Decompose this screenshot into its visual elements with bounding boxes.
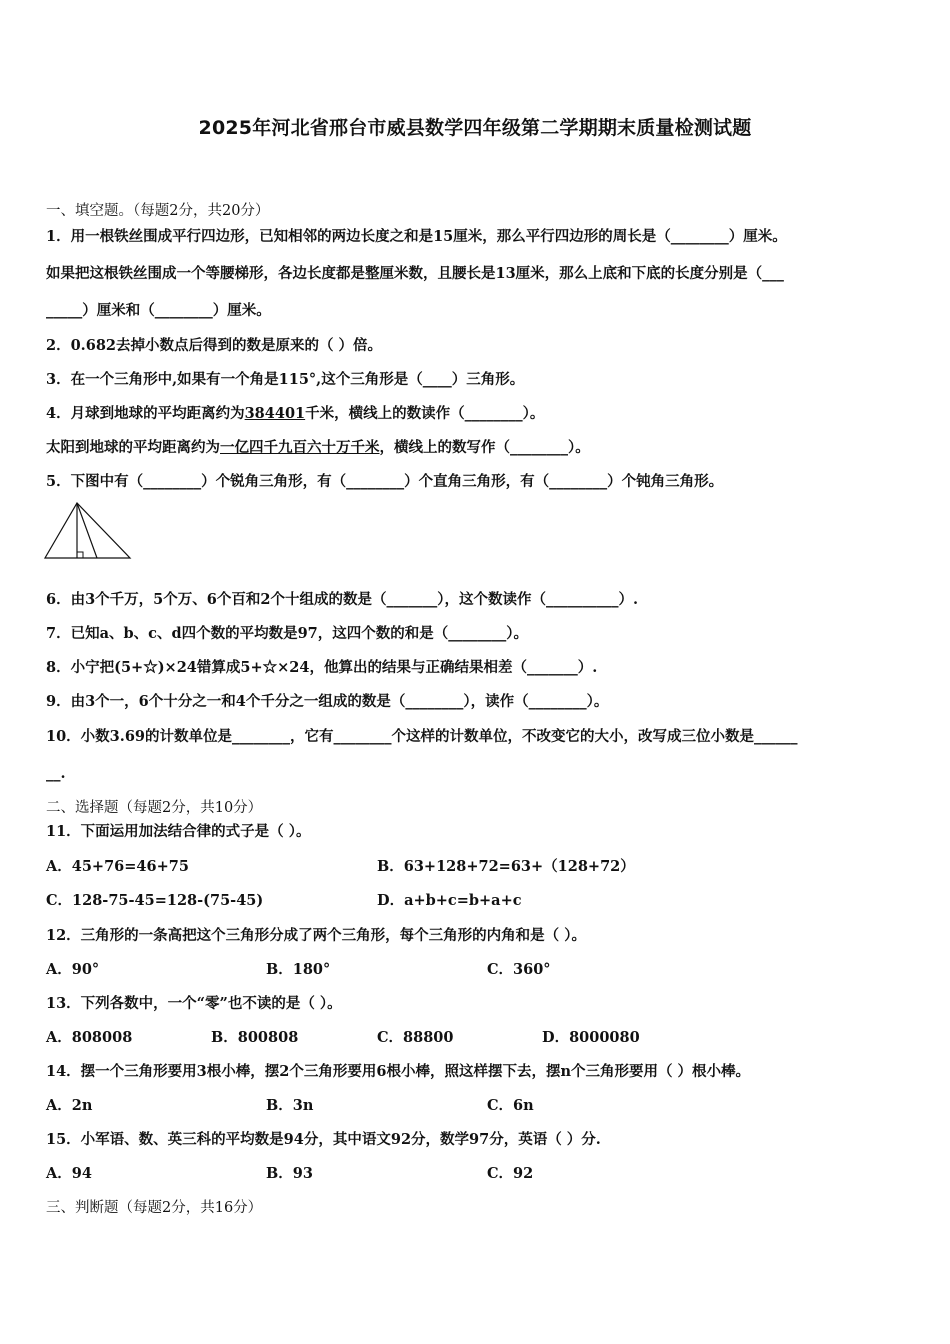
question-9: 9．由3个一，6个十分之一和4个千分之一组成的数是（________），读作（________）。 bbox=[46, 693, 609, 710]
inner-segment bbox=[77, 503, 97, 558]
question-7: 7．已知a、b、c、d四个数的平均数是97，这四个数的和是（________）。 bbox=[46, 625, 529, 642]
q11-option-b: B．63+128+72=63+（128+72） bbox=[377, 858, 635, 875]
question-1-line-2: 如果把这根铁丝围成一个等腰梯形，各边长度都是整厘米数，且腰长是13厘米，那么上底和下底的长度分别是（___ bbox=[46, 265, 784, 282]
question-14: 14．摆一个三角形要用3根小棒，摆2个三角形要用6根小棒，照这样摆下去，摆n个三角形要用（ ）根小棒。 bbox=[46, 1063, 751, 1080]
question-1-line-3: _____）厘米和（________）厘米。 bbox=[46, 302, 271, 319]
question-2: 2．0.682去掉小数点后得到的数是原来的（ ）倍。 bbox=[46, 337, 383, 354]
q12-option-b: B．180° bbox=[266, 961, 331, 978]
q4-line2-prefix: 太阳到地球的平均距离约为 bbox=[46, 439, 220, 456]
q13-option-b: B．800808 bbox=[211, 1029, 299, 1046]
q12-option-a: A．90° bbox=[46, 961, 100, 978]
question-11: 11．下面运用加法结合律的式子是（ ）。 bbox=[46, 823, 311, 840]
question-15: 15．小军语、数、英三科的平均数是94分，其中语文92分，数学97分，英语（ ）分. bbox=[46, 1131, 601, 1148]
question-13: 13．下列各数中，一个“零”也不读的是（ ）。 bbox=[46, 995, 342, 1012]
q15-option-c: C．92 bbox=[487, 1165, 534, 1182]
q4-line1-suffix: 千米，横线上的数读作（________）。 bbox=[305, 405, 545, 422]
q11-option-d: D．a+b+c=b+a+c bbox=[377, 892, 522, 909]
q14-option-c: C．6n bbox=[487, 1097, 534, 1114]
question-5: 5．下图中有（________）个锐角三角形，有（________）个直角三角形，有（________）个钝角三角形。 bbox=[46, 473, 724, 490]
q12-option-c: C．360° bbox=[487, 961, 551, 978]
section-true-false-heading: 三、判断题（每题2分，共16分） bbox=[46, 1200, 263, 1216]
q15-option-b: B．93 bbox=[266, 1165, 313, 1182]
q11-option-a: A．45+76=46+75 bbox=[46, 858, 189, 875]
q11-option-c: C．128-75-45=128-(75-45) bbox=[46, 892, 264, 909]
q4-underlined-words: 一亿四千九百六十万千米 bbox=[220, 439, 380, 456]
question-8: 8．小宁把(5+☆)×24错算成5+☆×24，他算出的结果与正确结果相差（_______）. bbox=[46, 659, 598, 676]
question-12: 12．三角形的一条高把这个三角形分成了两个三角形，每个三角形的内角和是（ ）。 bbox=[46, 927, 586, 944]
q14-option-b: B．3n bbox=[266, 1097, 314, 1114]
q15-option-a: A．94 bbox=[46, 1165, 92, 1182]
q14-option-a: A．2n bbox=[46, 1097, 93, 1114]
section-fill-in-heading: 一、填空题。（每题2分，共20分） bbox=[46, 203, 270, 219]
question-3: 3．在一个三角形中,如果有一个角是115°,这个三角形是（____）三角形。 bbox=[46, 371, 525, 388]
q4-line2-suffix: ，横线上的数写作（________）。 bbox=[379, 439, 590, 456]
triangle-figure bbox=[42, 500, 134, 562]
q4-line1-prefix: 4．月球到地球的平均距离约为 bbox=[46, 405, 245, 422]
section-choice-heading: 二、选择题（每题2分，共10分） bbox=[46, 800, 263, 816]
q13-option-d: D．8000080 bbox=[542, 1029, 640, 1046]
question-10-line-2: __. bbox=[46, 765, 66, 782]
question-4-line-2 bbox=[46, 438, 590, 458]
right-angle-mark bbox=[77, 552, 83, 558]
q4-underlined-number: 384401 bbox=[244, 405, 306, 422]
q13-option-c: C．88800 bbox=[377, 1029, 454, 1046]
question-1-line-1: 1．用一根铁丝围成平行四边形，已知相邻的两边长度之和是15厘米，那么平行四边形的周长是（________）厘米。 bbox=[46, 228, 787, 245]
question-10-line-1: 10．小数3.69的计数单位是________，它有________个这样的计数单位，不改变它的大小，改写成三位小数是______ bbox=[46, 728, 798, 745]
q13-option-a: A．808008 bbox=[46, 1029, 133, 1046]
question-6: 6．由3个千万，5个万、6个百和2个十组成的数是（_______），这个数读作（__________）. bbox=[46, 591, 638, 608]
page-title: 2025年河北省邢台市威县数学四年级第二学期期末质量检测试题 bbox=[198, 117, 752, 139]
question-4-line-1 bbox=[46, 404, 544, 424]
